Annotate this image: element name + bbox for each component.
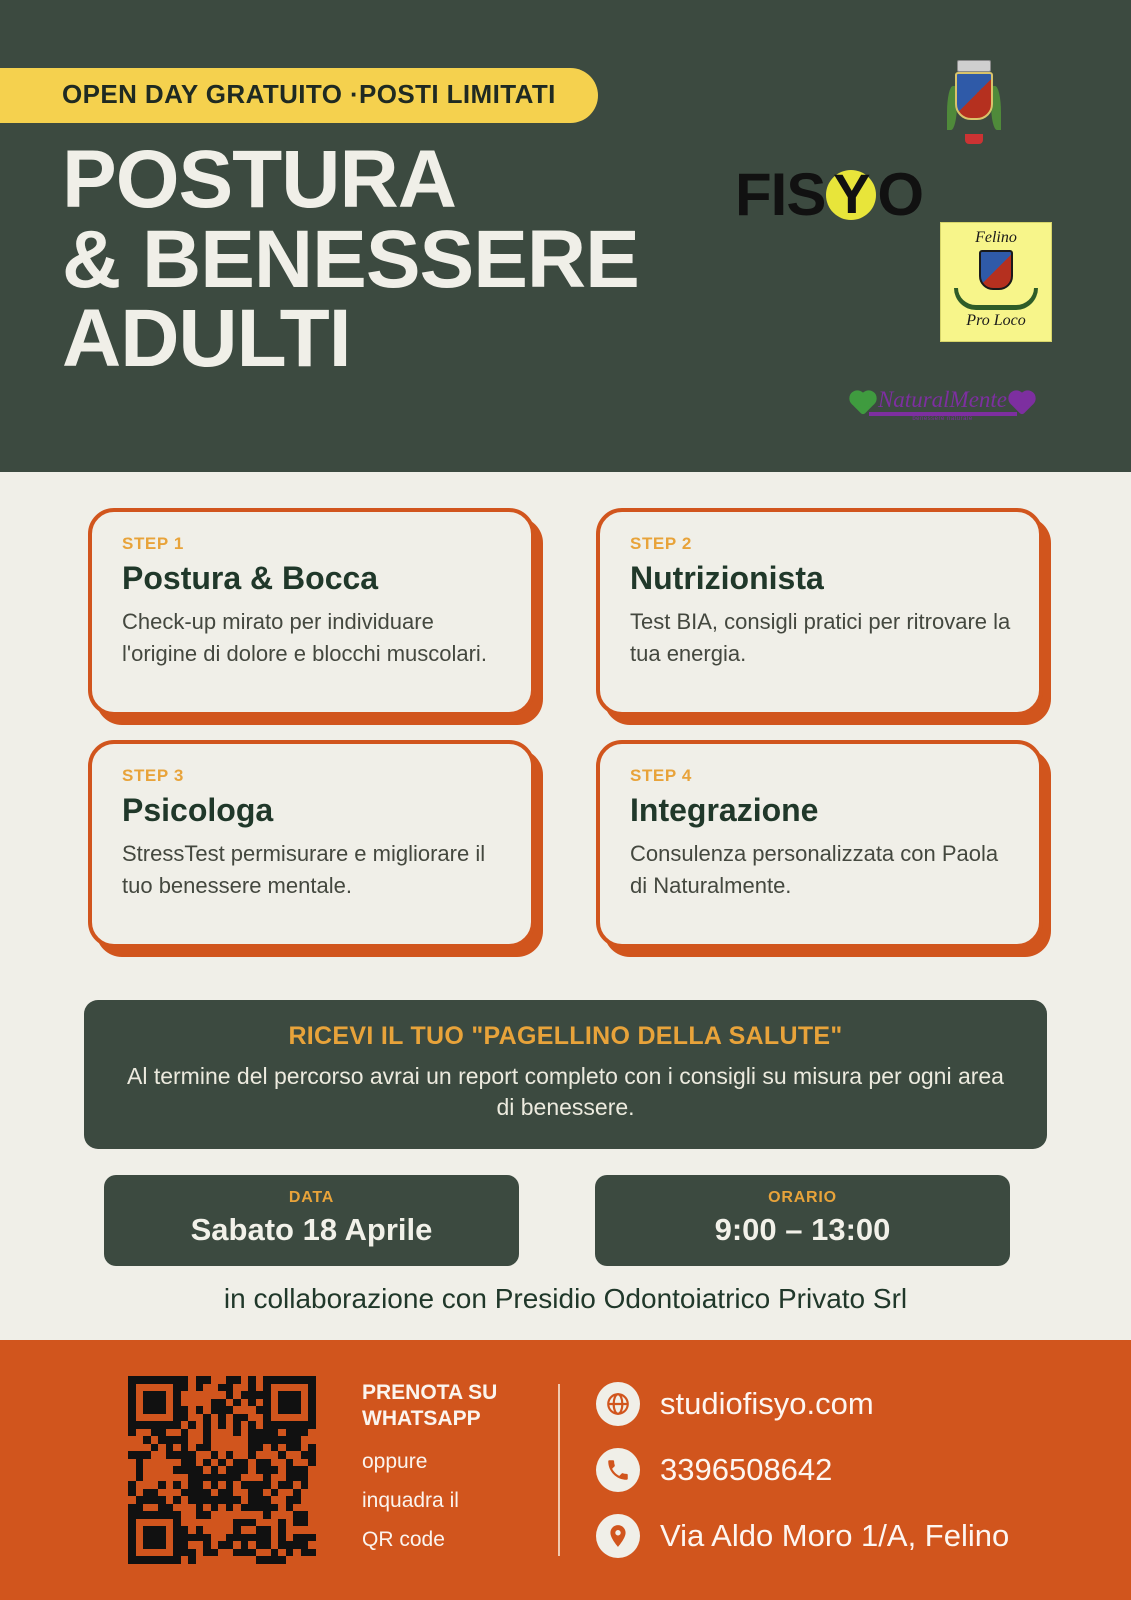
step-card-2 (596, 508, 1043, 716)
step-description: StressTest permisurare e migliorare il tuo benessere mentale. (122, 841, 486, 898)
footer-divider (558, 1384, 560, 1556)
page-title (62, 134, 782, 385)
steps-grid (88, 508, 1043, 948)
proloco-wreath-icon (954, 288, 1038, 310)
crest-crown (957, 60, 991, 72)
step-description: Test BIA, consigli pratici per ritrovare la tua energia. (630, 609, 1011, 666)
globe-icon (596, 1382, 640, 1426)
contacts-list (596, 1382, 1009, 1558)
step-card-3 (88, 740, 535, 948)
fisyo-logo-prefix: FIS (735, 161, 826, 228)
date-value: Sabato 18 Aprile (190, 1212, 433, 1247)
report-description: Al termine del percorso avrai un report completo con i consigli su misura per ogni area di benessere. (127, 1063, 1004, 1121)
step-label: STEP 4 (630, 766, 692, 785)
phone-icon (596, 1448, 640, 1492)
naturalmente-text: NaturalMente (877, 387, 1008, 412)
date-label: DATA (288, 1189, 335, 1206)
address-text: Via Aldo Moro 1/A, Felino (660, 1518, 1010, 1553)
fisyo-logo-y: Y (833, 161, 870, 225)
qr-code-grid (128, 1376, 316, 1564)
time-value: 9:00 – 13:00 (714, 1212, 891, 1247)
step-title: Nutrizionista (630, 560, 824, 596)
title-line-1: POSTURA (62, 134, 456, 225)
promo-ribbon (0, 68, 598, 123)
time-label: ORARIO (768, 1189, 837, 1206)
whatsapp-title: PRENOTA SU WHATSAPP (362, 1381, 498, 1430)
step-description: Consulenza personalizzata con Paola di Naturalmente. (630, 841, 999, 898)
poster-header (0, 0, 1131, 472)
report-banner (84, 1000, 1047, 1149)
step-title: Postura & Bocca (122, 560, 379, 596)
naturalmente-logo (855, 388, 1030, 430)
proloco-logo (940, 222, 1052, 342)
qr-code[interactable] (128, 1376, 316, 1564)
report-title: RICEVI IL TUO "PAGELLINO DELLA SALUTE" (288, 1022, 843, 1050)
step-label: STEP 2 (630, 534, 692, 553)
contact-phone[interactable] (596, 1448, 1009, 1492)
date-time-row (104, 1175, 1034, 1266)
step-title: Integrazione (630, 792, 819, 828)
step-card-1 (88, 508, 535, 716)
step-label: STEP 1 (122, 534, 184, 553)
step-title: Psicologa (122, 792, 274, 828)
phone-text: 3396508642 (660, 1452, 833, 1487)
poster-footer (0, 1340, 1131, 1600)
contact-website[interactable] (596, 1382, 1009, 1426)
fisyo-logo (735, 160, 923, 229)
whatsapp-line-3: QR code (362, 1528, 445, 1552)
title-line-2: & BENESSERE (62, 213, 639, 305)
promo-ribbon-text: OPEN DAY GRATUITO ·POSTI LIMITATI (62, 79, 556, 109)
collaboration-note: in collaborazione con Presidio Odontoiatrico Privato Srl (223, 1283, 908, 1314)
title-line-3: ADULTI (62, 293, 351, 385)
crest-shield (955, 72, 993, 120)
fisyo-ball-icon (826, 161, 876, 225)
step-card-4 (596, 740, 1043, 948)
naturalmente-subtitle: benessere naturale (912, 416, 973, 422)
time-box (595, 1175, 1010, 1266)
whatsapp-line-2: inquadra il (362, 1489, 459, 1513)
whatsapp-line-1: oppure (362, 1450, 428, 1474)
proloco-top-text: Felino (975, 229, 1017, 246)
location-pin-icon (596, 1514, 640, 1558)
contact-address[interactable] (596, 1514, 1009, 1558)
comune-crest-icon (947, 58, 1001, 144)
whatsapp-column (362, 1380, 540, 1560)
proloco-bottom-text: Pro Loco (966, 312, 1026, 329)
website-text: studiofisyo.com (660, 1386, 874, 1421)
step-description: Check-up mirato per individuare l'origine di dolore e blocchi muscolari. (122, 609, 487, 666)
crest-ribbon (965, 134, 983, 144)
step-label: STEP 3 (122, 766, 184, 785)
fisyo-logo-suffix: O (877, 161, 924, 228)
date-box (104, 1175, 519, 1266)
proloco-shield-icon (979, 250, 1013, 290)
